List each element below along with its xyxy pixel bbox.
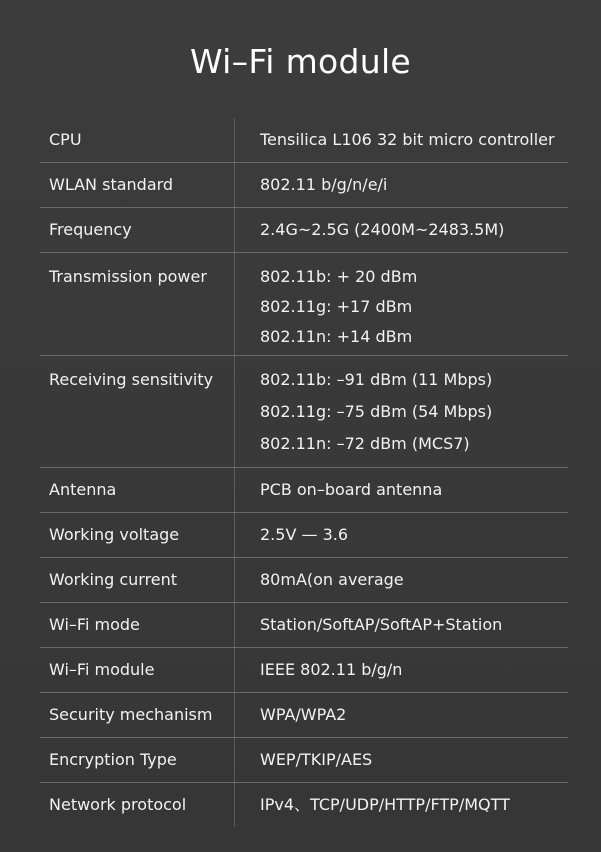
spec-values [234, 783, 568, 814]
spec-value: 802.11 b/g/n/e/i [260, 175, 388, 194]
spec-value: 2.4G~2.5G (2400M~2483.5M) [260, 220, 505, 239]
spec-label: Antenna [49, 480, 117, 499]
spec-row-antenna [40, 468, 568, 513]
page-title: Wi–Fi module [189, 42, 412, 81]
spec-value: 2.5V — 3.6 [260, 525, 349, 544]
spec-row-cpu [40, 118, 568, 163]
spec-values [234, 648, 568, 679]
spec-value: Station/SoftAP/SoftAP+Station [260, 615, 503, 634]
spec-label: WLAN standard [49, 175, 174, 194]
spec-value: 80mA(on average [260, 570, 404, 589]
spec-values [234, 693, 568, 724]
spec-row-wifi-mode [40, 603, 568, 648]
spec-values [234, 558, 568, 589]
spec-label: Working voltage [49, 525, 180, 544]
spec-table [40, 118, 568, 827]
spec-value: WEP/TKIP/AES [260, 750, 373, 769]
spec-value: Tensilica L106 32 bit micro controller [260, 130, 555, 149]
spec-value: IPv4、TCP/UDP/HTTP/FTP/MQTT [260, 795, 510, 814]
spec-row-wlan-standard [40, 163, 568, 208]
spec-value: IEEE 802.11 b/g/n [260, 660, 403, 679]
spec-value: 802.11n: +14 dBm [260, 327, 413, 346]
spec-label: CPU [49, 130, 82, 149]
spec-row-frequency [40, 208, 568, 253]
spec-label: Security mechanism [49, 705, 213, 724]
spec-label: Encryption Type [49, 750, 177, 769]
spec-row-encryption-type [40, 738, 568, 783]
spec-value: 802.11n: –72 dBm (MCS7) [260, 434, 470, 453]
spec-values [234, 738, 568, 769]
spec-label: Transmission power [49, 267, 207, 286]
spec-label: Frequency [49, 220, 132, 239]
spec-label: Working current [49, 570, 178, 589]
spec-value: PCB on–board antenna [260, 480, 443, 499]
spec-row-transmission-power [40, 253, 568, 356]
spec-label: Wi–Fi mode [49, 615, 140, 634]
spec-label: Receiving sensitivity [49, 370, 214, 389]
spec-label: Network protocol [49, 795, 187, 814]
spec-values [234, 208, 568, 239]
spec-values [234, 118, 568, 149]
spec-value: 802.11b: –91 dBm (11 Mbps) [260, 370, 493, 389]
spec-row-receiving-sensitivity [40, 356, 568, 468]
spec-row-network-protocol [40, 783, 568, 827]
spec-values [234, 603, 568, 634]
spec-label: Wi–Fi module [49, 660, 155, 679]
spec-value: WPA/WPA2 [260, 705, 347, 724]
spec-row-working-voltage [40, 513, 568, 558]
spec-value: 802.11b: + 20 dBm [260, 267, 418, 286]
spec-value: 802.11g: +17 dBm [260, 297, 413, 316]
spec-values [234, 468, 568, 499]
spec-value: 802.11g: –75 dBm (54 Mbps) [260, 402, 493, 421]
spec-row-wifi-module [40, 648, 568, 693]
spec-values [234, 356, 568, 453]
spec-values [234, 513, 568, 544]
spec-values [234, 253, 568, 346]
spec-row-working-current [40, 558, 568, 603]
spec-values [234, 163, 568, 194]
spec-row-security-mechanism [40, 693, 568, 738]
